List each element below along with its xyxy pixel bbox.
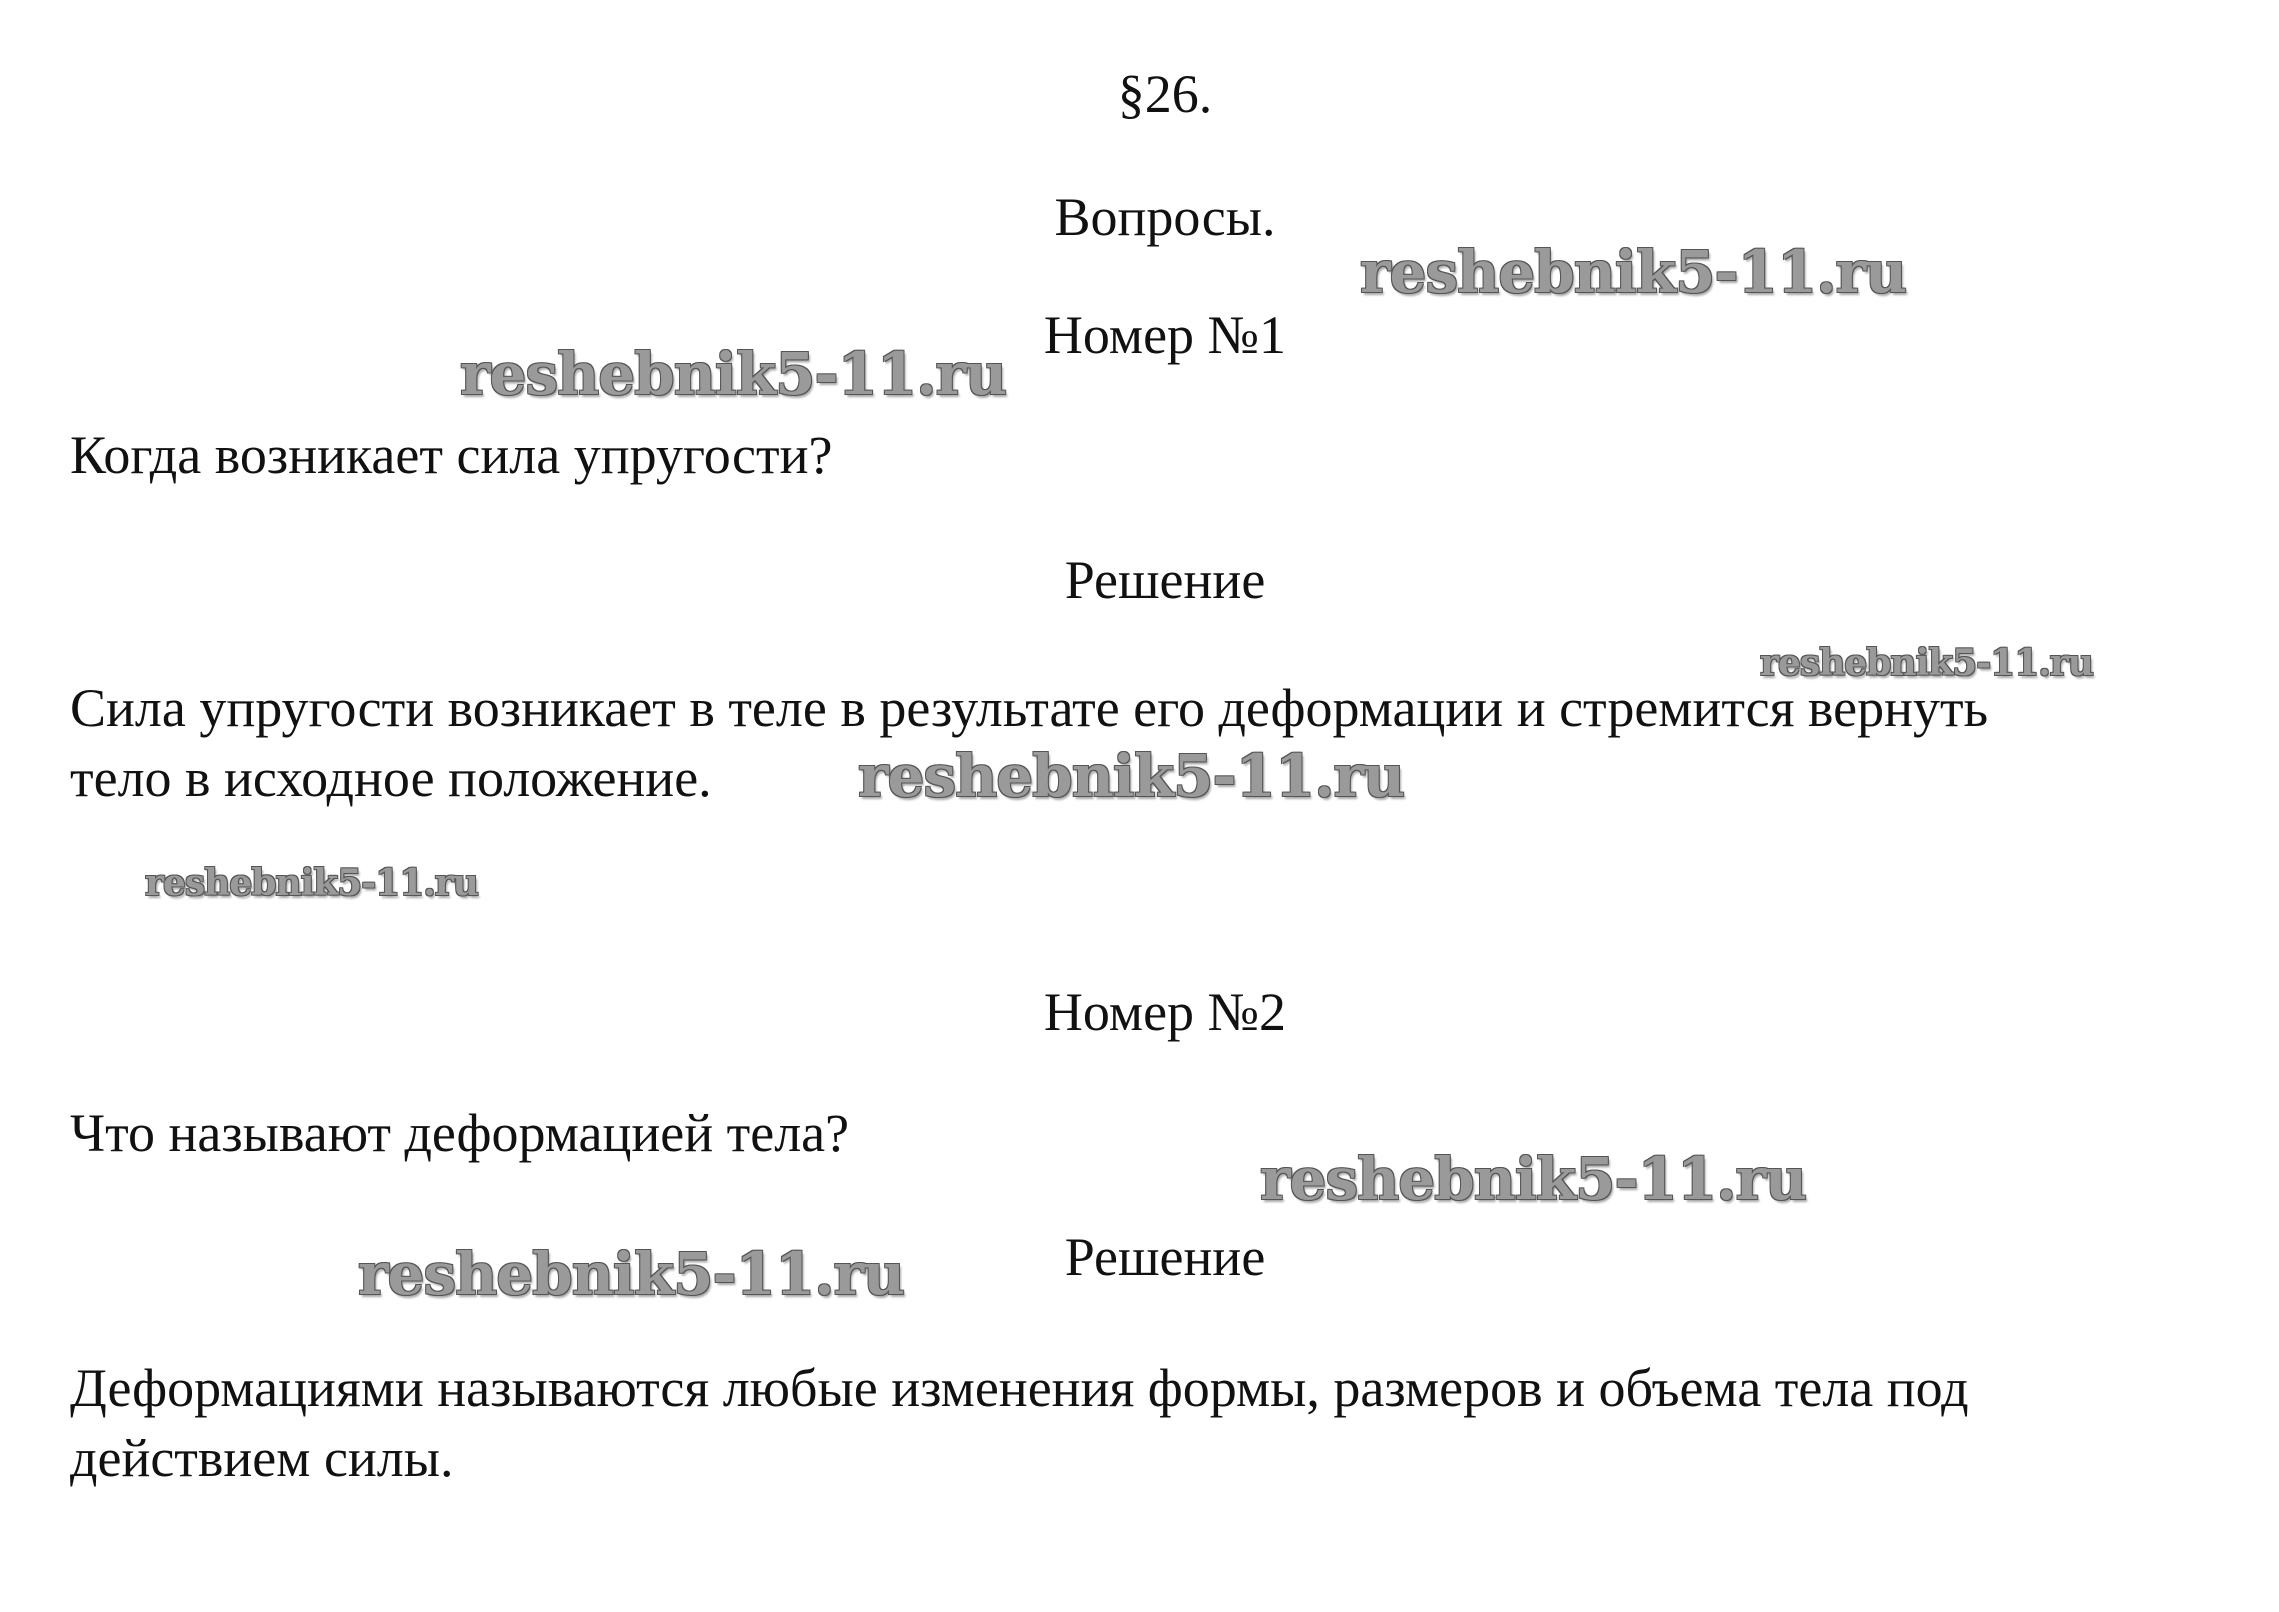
watermark: reshebnik5-11.ru bbox=[460, 340, 1007, 408]
problem-1-answer-line-1: Сила упругости возникает в теле в результате его деформации и стремится вернуть bbox=[70, 678, 1989, 738]
problem-1-number: Номер №1 bbox=[1043, 305, 1287, 365]
watermark: reshebnik5-11.ru bbox=[1760, 642, 2093, 684]
watermark: reshebnik5-11.ru bbox=[1360, 238, 1907, 306]
section-number: §26. bbox=[1117, 64, 1213, 124]
problem-1-question: Когда возникает сила упругости? bbox=[70, 425, 833, 485]
watermark: reshebnik5-11.ru bbox=[1260, 1145, 1807, 1213]
problem-2-solution-label: Решение bbox=[1064, 1227, 1266, 1287]
problem-2-answer-line-1: Деформациями называются любые изменения формы, размеров и объема тела под bbox=[70, 1358, 1969, 1418]
problem-2-answer-line-2: действием силы. bbox=[70, 1428, 454, 1488]
watermark: reshebnik5-11.ru bbox=[145, 862, 478, 904]
problem-1-solution-label: Решение bbox=[1064, 550, 1266, 610]
watermark: reshebnik5-11.ru bbox=[358, 1240, 905, 1308]
questions-heading: Вопросы. bbox=[1054, 187, 1276, 247]
problem-2-question: Что называют деформацией тела? bbox=[70, 1103, 850, 1163]
watermark: reshebnik5-11.ru bbox=[858, 742, 1405, 810]
problem-1-answer-line-2: тело в исходное положение. bbox=[70, 748, 712, 808]
problem-2-number: Номер №2 bbox=[1043, 982, 1287, 1042]
